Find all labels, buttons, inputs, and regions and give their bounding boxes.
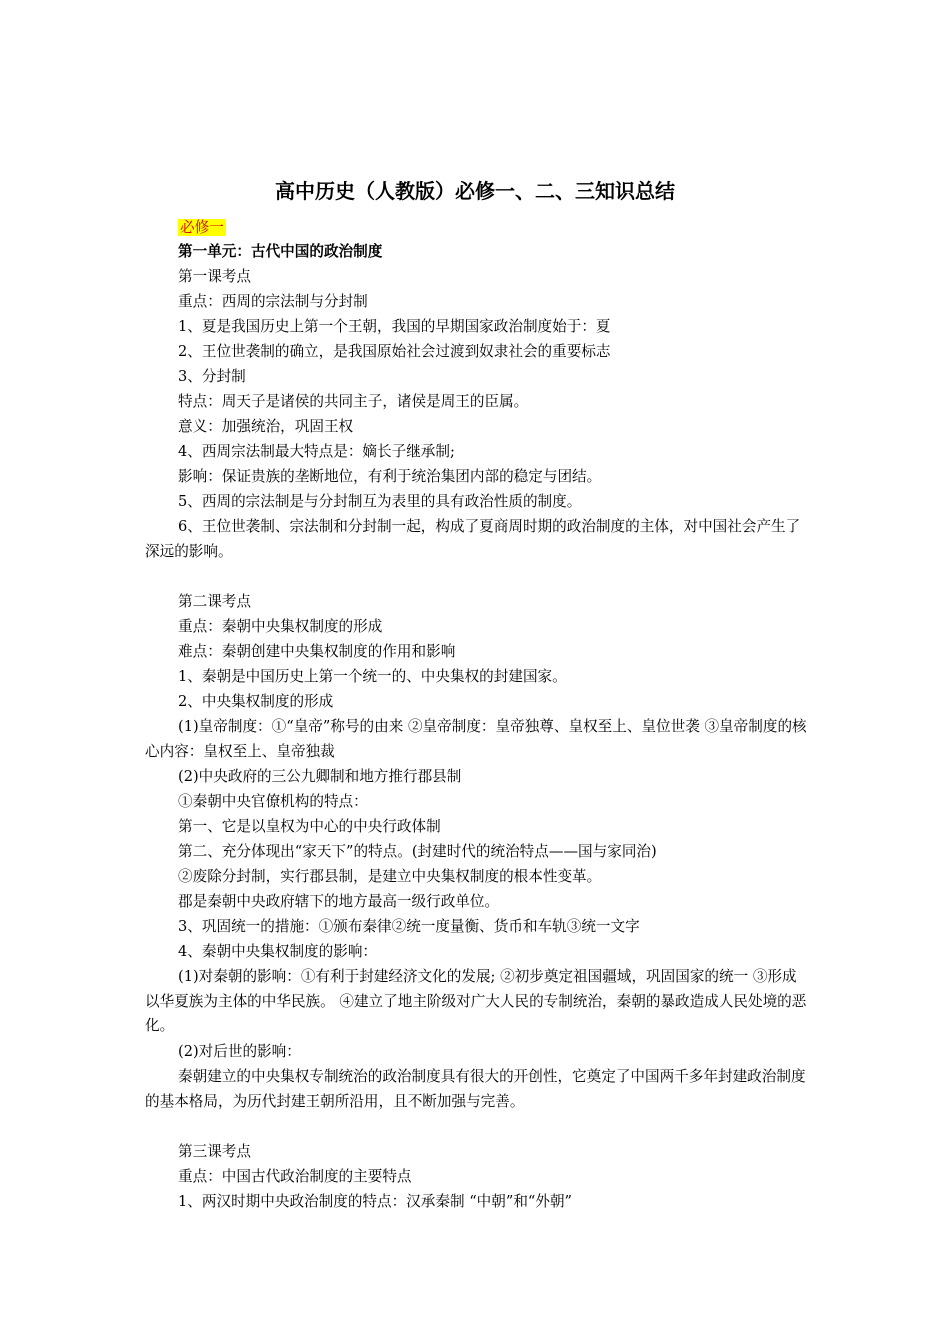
lesson2-point-1: 1、秦朝是中国历史上第一个统一的、中央集权的封建国家。 — [178, 668, 567, 685]
lesson2-point-5: ①秦朝中央官僚机构的特点： — [178, 793, 368, 810]
lesson3-point-1: 1、两汉时期中央政治制度的特点：汉承秦制 “中朝”和“外朝” — [178, 1193, 573, 1210]
lesson2-focus: 重点：秦朝中央集权制度的形成 — [178, 618, 383, 635]
lesson1-point-9: 6、王位世袭制、宗法制和分封制一起，构成了夏商周时期的政治制度的主体，对中国社会产生了深远的影响。 — [145, 518, 801, 560]
lesson2-point-12: (1)对秦朝的影响：①有利于封建经济文化的发展; ②初步奠定祖国疆域，巩固国家的统一 ③形成以华夏族为主体的中华民族。 ④建立了地主阶级对广大人民的专制统治，秦朝的暴政造成人民处境的恶化。 — [145, 968, 807, 1034]
lesson2-point-13: (2)对后世的影响： — [178, 1043, 301, 1060]
lesson1-point-6: 4、西周宗法制最大特点是：嫡长子继承制; — [178, 443, 455, 460]
lesson3-focus: 重点：中国古代政治制度的主要特点 — [178, 1168, 412, 1185]
lesson2-point-4: (2)中央政府的三公九卿制和地方推行郡县制 — [178, 768, 462, 785]
lesson3-heading: 第三课考点 — [178, 1143, 251, 1160]
lesson2-difficulty: 难点：秦朝创建中央集权制度的作用和影响 — [178, 643, 456, 660]
lesson2-point-10: 3、巩固统一的措施：①颁布秦律②统一度量衡、货币和车轨③统一文字 — [178, 918, 640, 935]
lesson1-point-1: 1、夏是我国历史上第一个王朝，我国的早期国家政治制度始于：夏 — [178, 318, 611, 335]
lesson1-heading: 第一课考点 — [178, 268, 251, 285]
lesson1-point-4: 特点：周天子是诸侯的共同主子，诸侯是周王的臣属。 — [178, 393, 529, 410]
section-label-highlight: 必修一 — [180, 219, 224, 236]
lesson2-point-3: (1)皇帝制度：①“皇帝”称号的由来 ②皇帝制度：皇帝独尊、皇权至上、皇位世袭 ③皇帝制度的核心内容：皇权至上、皇帝独裁 — [145, 718, 807, 760]
lesson2-heading: 第二课考点 — [178, 593, 251, 610]
lesson1-point-5: 意义：加强统治，巩固王权 — [178, 418, 354, 435]
lesson1-point-3: 3、分封制 — [178, 368, 246, 385]
unit-heading: 第一单元：古代中国的政治制度 — [178, 243, 383, 260]
lesson2-point-9: 郡是秦朝中央政府辖下的地方最高一级行政单位。 — [178, 893, 500, 910]
lesson1-point-8: 5、西周的宗法制是与分封制互为表里的具有政治性质的制度。 — [178, 493, 582, 510]
lesson2-point-8: ②废除分封制，实行郡县制，是建立中央集权制度的根本性变革。 — [178, 868, 602, 885]
lesson2-point-2: 2、中央集权制度的形成 — [178, 693, 334, 710]
lesson1-focus: 重点：西周的宗法制与分封制 — [178, 293, 368, 310]
document-title: 高中历史（人教版）必修一、二、三知识总结 — [275, 179, 675, 203]
lesson2-point-6: 第一、它是以皇权为中心的中央行政体制 — [178, 818, 441, 835]
lesson2-point-7: 第二、充分体现出“家天下”的特点。(封建时代的统治特点——国与家同治) — [178, 843, 657, 860]
lesson1-point-2: 2、王位世袭制的确立，是我国原始社会过渡到奴隶社会的重要标志 — [178, 343, 611, 360]
lesson2-point-11: 4、秦朝中央集权制度的影响： — [178, 943, 378, 960]
lesson2-point-14: 秦朝建立的中央集权专制统治的政治制度具有很大的开创性，它奠定了中国两千多年封建政治制度的基本格局，为历代封建王朝所沿用，且不断加强与完善。 — [145, 1068, 806, 1110]
lesson1-point-7: 影响：保证贵族的垄断地位，有利于统治集团内部的稳定与团结。 — [178, 468, 602, 485]
section-label — [178, 216, 226, 240]
